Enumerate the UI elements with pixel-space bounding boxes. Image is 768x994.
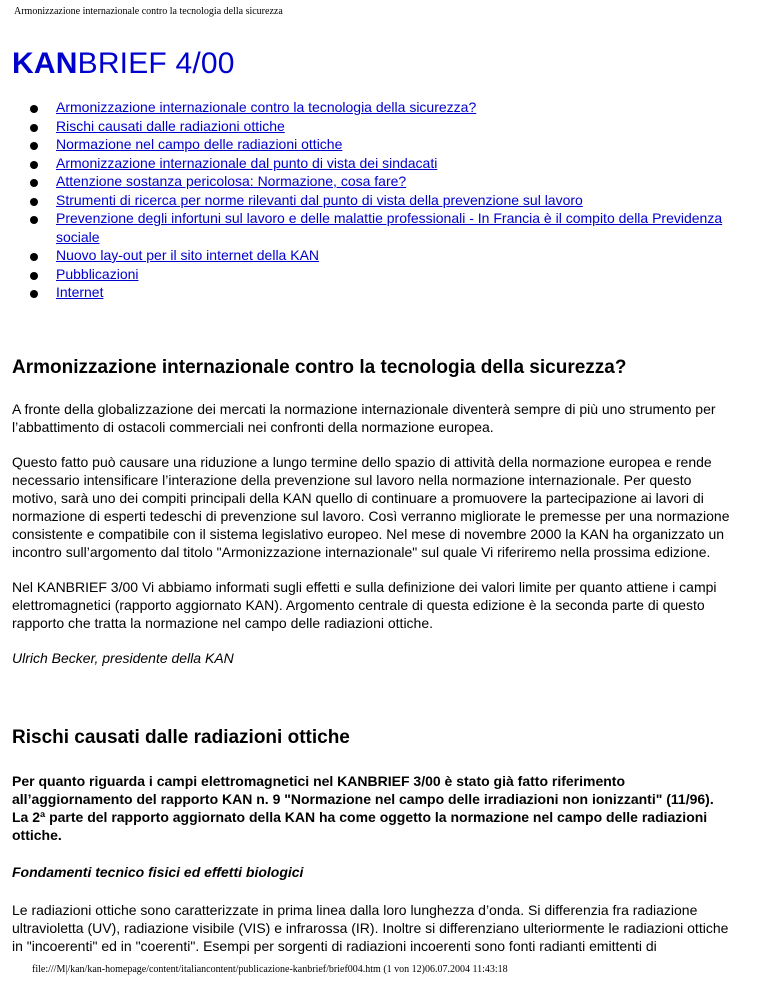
section-title-armonizzazione: Armonizzazione internazionale contro la tecnologia della sicurezza?: [12, 356, 627, 378]
toc-item: [28, 209, 732, 246]
toc-link-layout[interactable]: Nuovo lay-out per il sito internet della KAN: [56, 247, 320, 263]
section-title-rischi: Rischi causati dalle radiazioni ottiche: [12, 726, 350, 748]
toc-link-armonizzazione[interactable]: Armonizzazione internazionale contro la tecnologia della sicurezza?: [56, 99, 477, 115]
lead-paragraph: Per quanto riguarda i campi elettromagnetici nel KANBRIEF 3/00 è stato già fatto riferimento all’aggiornamento del rapporto KAN n. 9 "Normazione nel campo delle irradiazioni non ionizzanti" (11/96). La 2ª parte del rapporto aggiornato della KAN ha come oggetto la normazione nel campo delle radiazioni ottiche.: [12, 772, 714, 843]
page-content: [12, 46, 732, 955]
toc-item: [28, 191, 732, 210]
paragraph: Nel KANBRIEF 3/00 Vi abbiamo informati sugli effetti e sulla definizione dei valori limite per quanto attiene i campi elettromagnetici (rapporto aggiornato KAN). Argomento centrale di questa edizione è la seconda parte di questo rapporto che tratta la normazione nel campo delle radiazioni ottiche.: [12, 578, 717, 631]
toc-item: [28, 265, 732, 284]
table-of-contents: [12, 98, 732, 302]
toc-link-sostanza[interactable]: Attenzione sostanza pericolosa: Normazione, cosa fare?: [56, 173, 407, 189]
print-footer: file:///M|/kan/kan-homepage/content/italiancontent/publicazione-kanbrief/brief004.htm (1 von 12)06.07.2004 11:43:18: [32, 964, 508, 975]
paragraph: A fronte della globalizzazione dei mercati la normazione internazionale diventerà sempre di più uno strumento per l’abbattimento di ostacoli commerciali nei confronti della normazione europea.: [12, 400, 716, 435]
toc-link-sindacati[interactable]: Armonizzazione internazionale dal punto di vista dei sindacati: [56, 154, 438, 171]
paragraph: Questo fatto può causare una riduzione a lungo termine dello spazio di attività della normazione europea e rende necessario intensificare l’interazione della prevenzione sul lavoro nella normazione internazionale. Per questo motivo, sarà uno dei compiti principali della KAN quello di continuare a promuovere la partecipazione ai lavori di normazione di esperti tedeschi di prevenzione sul lavoro. Così verranno migliorate le premesse per una normazione consistente e compatibile con il sistema legislativo europeo. Nel mese di novembre 2000 la KAN ha organizzato un incontro sull’argomento dal titolo "Armonizzazione internazionale" sul quale Vi riferiremo nella prossima edizione.: [12, 453, 730, 560]
subsection-title: Fondamenti tecnico fisici ed effetti biologici: [12, 863, 304, 880]
signature: [12, 649, 732, 667]
toc-item: [28, 117, 732, 136]
print-header: Armonizzazione internazionale contro la tecnologia della sicurezza: [14, 6, 283, 17]
toc-link-prevenzione[interactable]: Prevenzione degli infortuni sul lavoro e delle malattie professionali - In Francia è il compito della Previdenza sociale: [56, 210, 723, 245]
toc-link-pubblicazioni[interactable]: Pubblicazioni: [56, 265, 139, 282]
signature-text: Ulrich Becker, presidente della KAN: [12, 649, 234, 666]
toc-item: [28, 154, 732, 173]
toc-link-rischi[interactable]: Rischi causati dalle radiazioni ottiche: [56, 117, 285, 134]
toc-link-normazione[interactable]: Normazione nel campo delle radiazioni ottiche: [56, 136, 343, 152]
toc-item: [28, 246, 732, 265]
toc-item: [28, 283, 732, 302]
toc-link-internet[interactable]: Internet: [56, 284, 104, 300]
toc-item: [28, 98, 732, 117]
masthead-issue: BRIEF 4/00: [77, 47, 235, 80]
toc-item: [28, 135, 732, 154]
toc-item: [28, 172, 732, 191]
masthead: [12, 46, 732, 82]
paragraph: Le radiazioni ottiche sono caratterizzate in prima linea dalla loro lunghezza d’onda. Si differenzia fra radiazione ultravioletta (UV), radiazione visibile (VIS) e infrarossa (IR). Inoltre si differenziano ulteriormente le radiazioni ottiche in "incoerenti" ed in "coerenti". Esempi per sorgenti di radiazioni incoerenti sono fonti radianti emittenti di: [12, 901, 729, 954]
toc-link-strumenti[interactable]: Strumenti di ricerca per norme rilevanti dal punto di vista della prevenzione sul lavoro: [56, 191, 583, 208]
masthead-kan: KAN: [12, 47, 78, 80]
